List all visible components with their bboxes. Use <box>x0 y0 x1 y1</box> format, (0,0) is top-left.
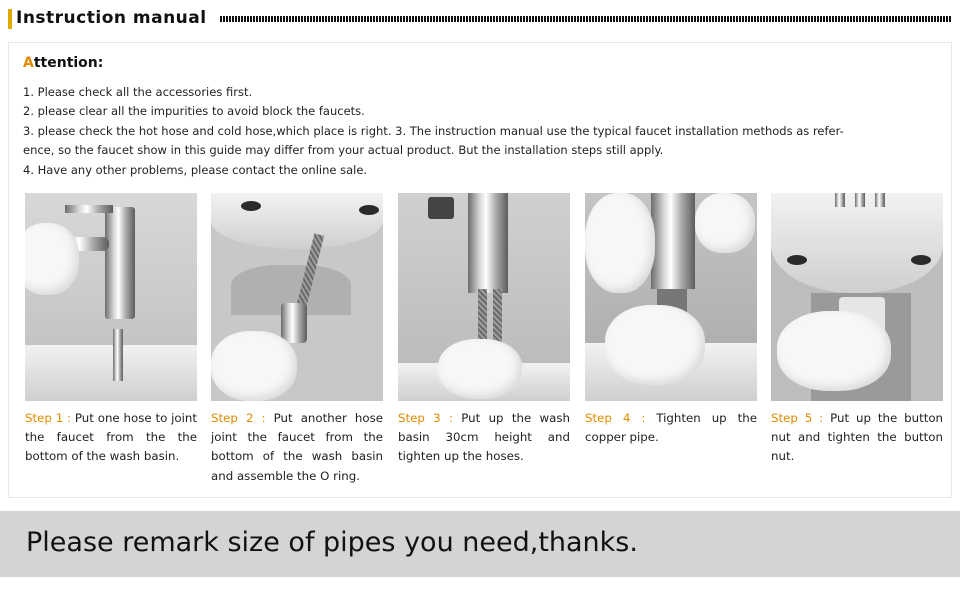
step-2-caption: Step 2 : Put another hose joint the faucet from the bottom of the wash basin and assemble the O ring. <box>211 411 384 483</box>
step-3-photo <box>398 193 570 401</box>
step-5 <box>771 193 943 467</box>
note-line: 1. Please check all the accessories first. <box>23 85 253 99</box>
step-5-photo <box>771 193 943 401</box>
title-accent-bar <box>8 9 12 29</box>
attention-heading: Attention: <box>23 55 104 71</box>
note-line: 3. please check the hot hose and cold hose,which place is right. 3. The instruction manual use the typical faucet installation methods as refer- <box>23 123 844 138</box>
step-1-photo <box>25 193 197 401</box>
instruction-panel <box>8 42 952 498</box>
step-4-photo <box>585 193 757 401</box>
step-3 <box>398 193 570 467</box>
step-4-caption: Step 4 : Tighten up the copper pipe. <box>585 411 758 445</box>
attention-notes <box>23 83 933 180</box>
page-title: Instruction manual <box>16 8 207 28</box>
step-2 <box>211 193 383 486</box>
step-4 <box>585 193 757 447</box>
note-line: 2. please clear all the impurities to avoid block the faucets. <box>23 104 365 119</box>
note-line: 4. Have any other problems, please contact the online sale. <box>23 162 368 177</box>
footer-text: Please remark size of pipes you need,thanks. <box>26 527 638 558</box>
step-1 <box>25 193 197 467</box>
footer-banner <box>0 511 960 577</box>
header <box>8 6 952 34</box>
note-line: ence, so the faucet show in this guide may differ from your actual product. But the installation steps still apply. <box>23 143 664 158</box>
step-3-caption: Step 3 : Put up the wash basin 30cm height and tighten up the hoses. <box>398 411 571 464</box>
step-5-caption: Step 5 : Put up the button nut and tighten the button nut. <box>771 411 944 464</box>
step-2-photo <box>211 193 383 401</box>
header-rule <box>220 16 952 22</box>
steps-row <box>25 193 945 493</box>
step-1-caption: Step 1 : Put one hose to joint the faucet from the the bottom of the wash basin. <box>25 411 198 464</box>
